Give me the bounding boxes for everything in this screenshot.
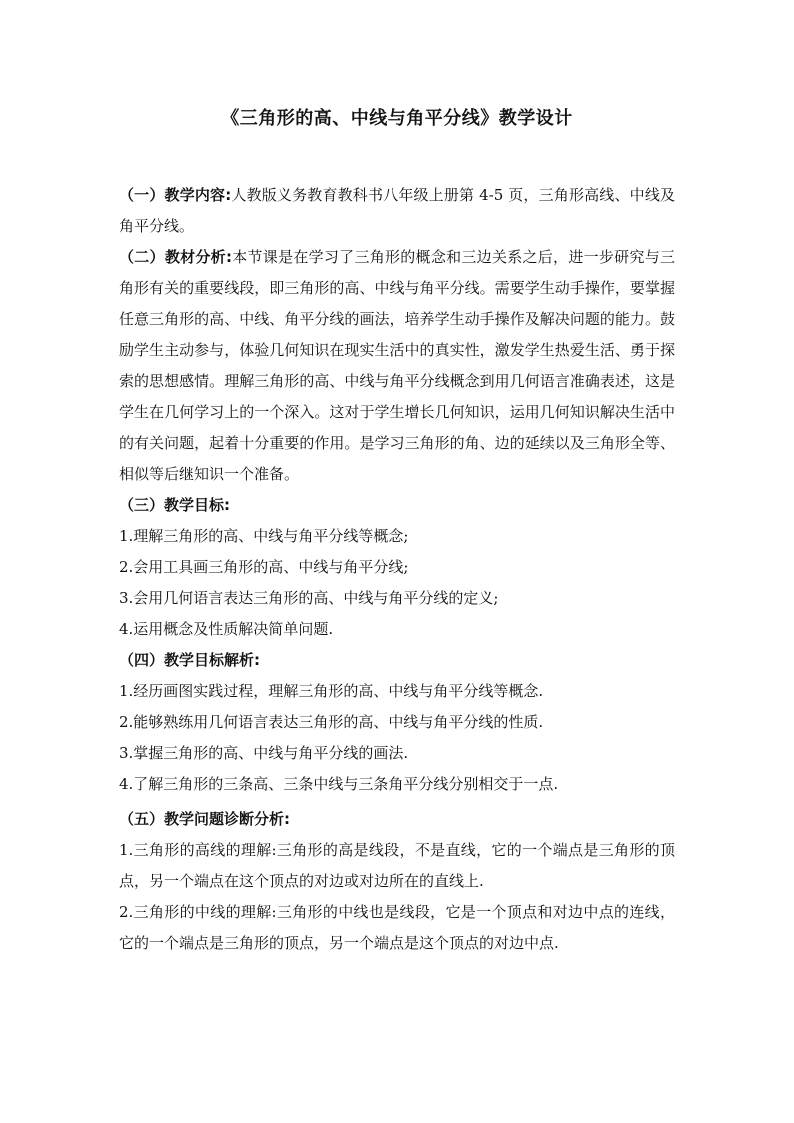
section-label: （一）教学内容:	[119, 186, 232, 204]
list-item	[119, 835, 675, 897]
item-text: 三角形的高是线段，不是直线，它的一个端点是三角形的顶点，另一个端点在这个顶点的对边或对边所在的直线上.	[119, 841, 675, 890]
section-teaching-content	[119, 180, 675, 242]
item-label: 2.三角形的中线的理解:	[119, 903, 277, 921]
section-teaching-goals-heading: （三）教学目标:	[119, 496, 230, 514]
section-label: （二）教材分析:	[119, 248, 232, 266]
item-text: 三角形的中线也是线段，它是一个顶点和对边中点的连线，它的一个端点是三角形的顶点，另一个端点是这个顶点的对边中点.	[119, 903, 675, 952]
section-goals-analysis-heading: （四）教学目标解析:	[119, 651, 260, 669]
list-item: 3.掌握三角形的高、中线与角平分线的画法.	[119, 744, 409, 762]
section-problem-diagnosis-heading: （五）教学问题诊断分析:	[119, 810, 290, 828]
list-item: 4.运用概念及性质解决简单问题.	[119, 620, 334, 638]
document-body	[119, 180, 675, 959]
document-title: 《三角形的高、中线与角平分线》教学设计	[221, 108, 573, 129]
list-item: 2.会用工具画三角形的高、中线与角平分线;	[119, 558, 409, 576]
section-material-analysis	[119, 242, 675, 490]
list-item: 3.会用几何语言表达三角形的高、中线与角平分线的定义;	[119, 589, 499, 607]
list-item: 1.经历画图实践过程，理解三角形的高、中线与角平分线等概念.	[119, 682, 544, 700]
item-label: 1.三角形的高线的理解:	[119, 841, 277, 859]
list-item	[119, 897, 675, 959]
section-text: 人教版义务教育教科书八年级上册第 4-5 页，三角形高线、中线及角平分线。	[119, 186, 676, 235]
section-text: 本节课是在学习了三角形的概念和三边关系之后，进一步研究与三角形有关的重要线段，即三角形的高、中线与角平分线。需要学生动手操作，要掌握任意三角形的高、中线、角平分线的画法，培养学生动手操作及解决问题的能力。鼓励学生主动参与，体验几何知识在现实生活中的真实性，激发学生热爱生活、勇于探索的思想感情。理解三角形的高、中线与角平分线概念到用几何语言准确表述，这是学生在几何学习上的一个深入。这对于学生增长几何知识，运用几何知识解决生活中的有关问题，起着十分重要的作用。是学习三角形的角、边的延续以及三角形全等、相似等后继知识一个准备。	[119, 248, 675, 483]
list-item: 2.能够熟练用几何语言表达三角形的高、中线与角平分线的性质.	[119, 713, 544, 731]
list-item: 1.理解三角形的高、中线与角平分线等概念;	[119, 527, 409, 545]
list-item: 4.了解三角形的三条高、三条中线与三条角平分线分别相交于一点.	[119, 775, 559, 793]
